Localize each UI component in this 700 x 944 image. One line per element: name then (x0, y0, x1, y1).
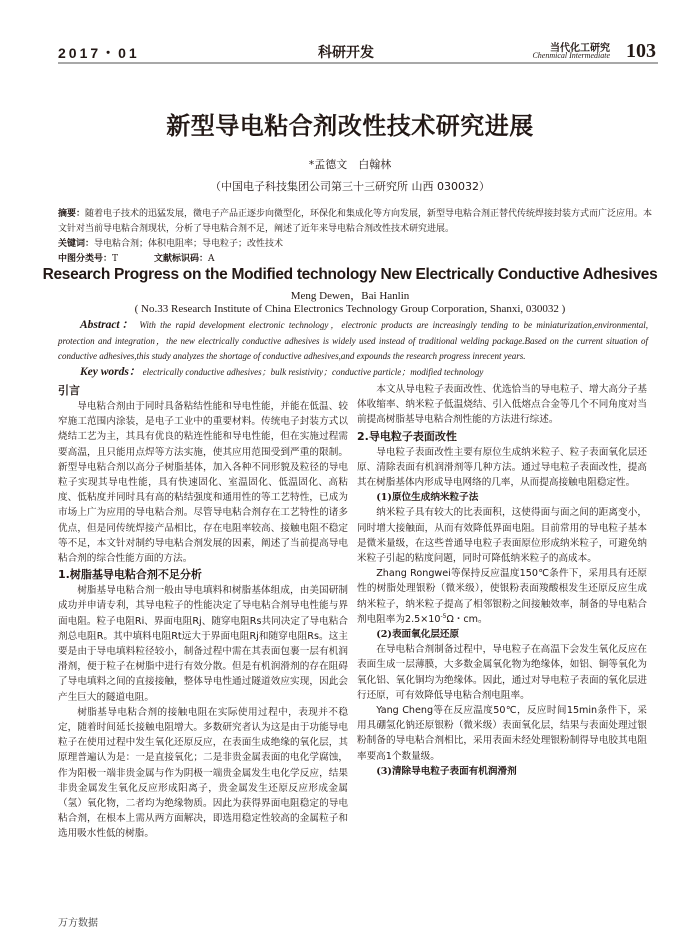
keywords-cn-text: 导电粘合剂；体积电阻率；导电粒子；改性技术 (94, 239, 284, 249)
subsection-heading-1: (1)原位生成纳米粒子法 (376, 492, 479, 504)
issue-date: 2017・01 (58, 45, 140, 61)
page-number: 103 (626, 40, 656, 62)
subsection-heading-3: (3)清除导电粒子表面有机润滑剂 (376, 765, 517, 777)
english-abstract-label: Abstract (80, 319, 120, 331)
english-keywords: Key words： electrically conductive adhesives；bulk resistivity；conductive particle；modified technology (80, 366, 484, 378)
exponent: -5 (440, 612, 447, 620)
english-keywords-text: electrically conductive adhesives；bulk resistivity；conductive particle；modified technology (142, 367, 484, 377)
keywords-cn (58, 237, 658, 252)
abstract-cn-text: 随着电子技术的迅猛发展，微电子产品正逐步向微型化，环保化和集成化等方向发展，新型导电粘合剂正替代传统焊接封装方式而广泛应用。本文针对当前导电粘合剂现状，分析了导电粘合剂不足，阐述了近年来导电粘合剂改性技术研究进展。 (58, 209, 653, 234)
abstract-cn-label: 摘要： (58, 209, 86, 219)
paragraph (357, 566, 647, 627)
english-title: Research Progress on the Modified technology New Electrically Conductive Adhesives (42, 266, 658, 283)
paragraph: 本文从导电粒子表面改性、优选恰当的导电粒子、增大高分子基体收缩率、纳米粒子低温烧结、引入低熔点合金等几个不同角度对当前提高树脂基导电粘合剂性能的方法进行综述。 (357, 384, 647, 426)
journal-name-en: Chenmical Intermediate (532, 51, 610, 60)
english-abstract-text: With the rapid development electronic technology，electronic products are increasingly tending to be miniaturization,environmental, protection and integration，the new electrically conductive adhesives is widely used instead of traditional welding package.Based on the current situation of conductive adhesives,this study analyzes the shortage of conductive adhesives,and expounds the research progress inrecent years. (58, 320, 648, 361)
abstract-cn (58, 207, 658, 237)
running-header (58, 40, 658, 64)
paragraph: 导电粒子表面改性主要有原位生成纳米粒子、粒子表面氧化层还原、清除表面有机润滑剂等几种方法。通过导电粒子表面改性，提高其在树脂基体内形成导电网络的几率，从而提高接触电阻稳定性。 (357, 446, 647, 489)
affiliation: （中国电子科技集团公司第三十三研究所 山西 030032） (210, 180, 490, 193)
paragraph: 在导电粘合剂制备过程中，导电粒子在高温下会发生氧化反应在表面生成一层薄膜，大多数金属氧化物为绝缘体，如铝、铜等氧化为氧化铝、氧化铜均为绝缘体。因此，通过对导电粒子表面的氧化层进行还原，可有效降低导电粘合剂电阻率。 (357, 644, 647, 701)
body-column-right (357, 382, 647, 779)
paragraph-text: Ω・cm。 (446, 613, 488, 625)
journal-name-cn: 当代化工研究 (550, 43, 610, 54)
section-heading-1: 1.树脂基导电粘合剂不足分析 (58, 568, 202, 582)
english-authors: Meng Dewen，Bai Hanlin (290, 290, 410, 302)
body-column-left (58, 382, 348, 842)
paragraph: 导电粘合剂由于同时具备粘结性能和导电性能，并能在低温、较窄施工范围内涂装，是电子工业中的重要材料。传统电子封装方式以烧结工艺为主，其具有优良的粘连性能和导电性能，但在实施过程需要高温，且只能用点焊等方法实施，使其应用范围受到严重的限制。新型导电粘合剂以高分子树脂基体，加入各种不同形貌及粒径的导电粒子实现其导电性能，具有快速固化、室温固化、低温固化、高粘度、低粘度并同时具有高的粘结强度和通用性的等工艺特性，已成为市场上广为应用的导电粘合剂。尽管导电粘合剂存在工艺特性的诸多优点，但是同传统焊接产品相比，存在电阻率较高、接触电阻不稳定等不足，本文针对制约导电粘合剂发展的因素，阐述了当前提高导电粘合剂的综合性能方面的方法。 (58, 401, 348, 565)
clc-value: T (112, 254, 119, 264)
paragraph-text: Zhang Rongwei等保持反应温度150℃条件下，采用具有还原性的树脂处理银粉（微米级），使银粉表面羧酸根发生还原反应生成纳米粒子，纳米粒子提高了相邻银粉之间接触效率，制备的导电粘合剂电阻率为2.5×10 (357, 568, 647, 625)
clc-label: 中图分类号： (58, 254, 113, 264)
keywords-cn-label: 关键词： (58, 239, 95, 249)
paper-title: 新型导电粘合剂改性技术研究进展 (166, 112, 534, 140)
paragraph: 纳米粒子具有较大的比表面积，这使得面与面之间的距离变小，同时增大接触面，从而有效降低界面电阻。目前常用的导电粒子基本是微米量级，在这些普通导电粒子表面原位形成纳米粒子，可避免纳米粒子引起的粘度问题，同时可降低纳米粒子的高成本。 (357, 507, 647, 565)
section-heading-intro: 引言 (58, 384, 80, 397)
section-name: 科研开发 (318, 45, 374, 61)
english-keywords-label: Key words (80, 366, 129, 378)
authors: *孟德文 白翰林 (308, 158, 392, 171)
english-abstract: Abstract： With the rapid development electronic technology，electronic products are increasingly tending to be miniaturization,environmental, protection and integration，the new electrically conductive adhesives is widely used instead of traditional welding package.Based on the current situation of conductive adhesives,this study analyzes the shortage of conductive adhesives,and expounds the research progress inrecent years. (58, 319, 648, 361)
paragraph: Yang Cheng等在反应温度50℃，反应时间15min条件下，采用具硼氢化钠还原银粉（微米级）表面氧化层，结果与表面处理过银粉制备的导电粘合剂相比，采用表面未经处理银粉制得导电胶其电阻率要高1个数量级。 (357, 705, 647, 762)
section-heading-2: 2.导电粒子表面改性 (357, 429, 457, 443)
classification (58, 252, 658, 267)
footer-watermark: 万方数据 (58, 918, 98, 929)
doc-code-label: 文献标识码： (154, 254, 209, 264)
paragraph: 树脂基导电粘合剂一般由导电填料和树脂基体组成，由美国研制成功并申请专利，其导电粒子的性能决定了导电粘合剂导电性能与界面电阻。粒子电阻Ri、界面电阻Rj、随穿电阻Rs共同决定了导电粘合剂总电阻R。其中填料电阻Rt远大于界面电阻Rj和随穿电阻Rs。这主要是由于导电填料粒径较小，制备过程中需在其表面包裹一层有机润滑剂，便于粒子在树脂中进行有效分散。但是有机润滑剂的存在阻碍了导电填料之间的直接接触，整体导电性通过隧道效应实现，因此会产生巨大的隧道电阻。 (58, 585, 348, 703)
paragraph: 树脂基导电粘合剂的接触电阻在实际使用过程中，表现并不稳定，随着时间延长接触电阻增大。多数研究者认为这是由于功能导电粒子在使用过程中发生氧化还原反应，在表面生成绝缘的氧化层，其原理普遍认为是：一是直接氧化；二是非贵金属表面的电化学腐蚀，作为阳极一端非贵金属与作为阴极一端贵金属发生电化学反应，结果非贵金属发生氧化反应形成阳离子，贵金属发生还原反应形成金属（氢）氧化物，二者均为绝缘物质。因此为获得界面电阻稳定的导电粘合剂，在根本上需从两方面解决，即选用稳定性较高的金属粒子和选用吸水性低的树脂。 (58, 706, 348, 840)
doc-code-value: A (208, 254, 215, 264)
subsection-heading-2: (2)表面氧化层还原 (376, 629, 460, 641)
english-affiliation: ( No.33 Research Institute of China Electronics Technology Group Corporation, Shanxi, 030032 ) (134, 303, 566, 315)
